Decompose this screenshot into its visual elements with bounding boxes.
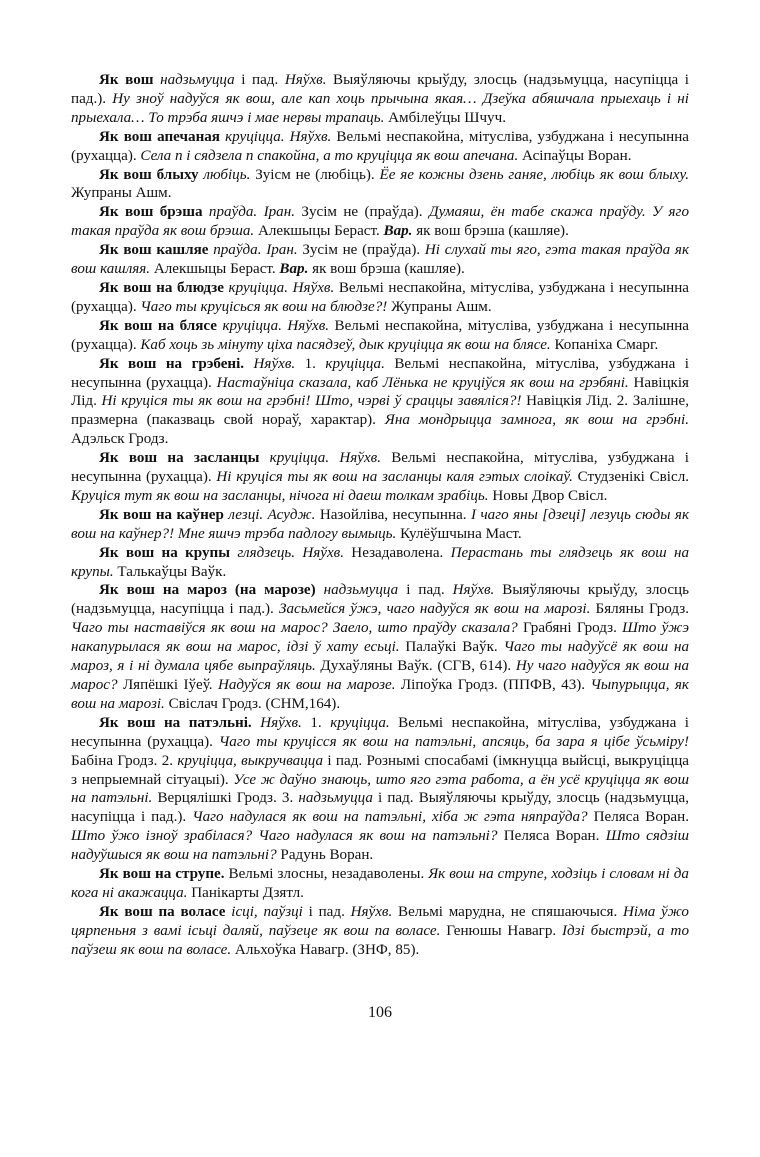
italic-text: Няўхв. — [253, 355, 296, 372]
entry-text: Альхоўка Навагр. (ЗНФ, 85). — [231, 941, 420, 958]
dictionary-entry — [71, 714, 689, 865]
italic-text: Няўхв. — [452, 582, 495, 599]
italic-text: надзьмуцца — [323, 582, 399, 599]
dictionary-entry — [71, 128, 689, 166]
entry-text: Грабяні Гродз. — [517, 620, 623, 637]
italic-text: круціцца. Няўхв. — [225, 128, 332, 145]
italic-text: лезці. Асудж. — [228, 506, 316, 523]
italic-text: Чаго ты круцісься як вош на блюдзе?! — [140, 298, 388, 315]
italic-text: Круціся тут як вош на засланцы, нічога ні даеш толкам зрабіць. — [71, 487, 489, 504]
italic-text: Ну чаго надуўся як вош на марос? — [71, 658, 689, 693]
entry-text: Алекшыцы Бераст. — [150, 261, 280, 278]
entry-text: Верцялішкі Гродз. 3. — [152, 790, 299, 807]
italic-text: Усе ж даўно знаюць, што яго гэта работа, а ён усё круціцца як вош на патэльні. — [71, 771, 689, 807]
entry-text: Палаўкі Ваўк. — [399, 639, 504, 656]
italic-text: Чаго надулася як вош на патэльні, хіба ж гэта няпраўда? — [192, 809, 588, 826]
headword: Як вош кашляе — [99, 242, 209, 259]
italic-text: Настаўніца сказала, каб Лёнька не круціўся як вош на грэбяні. — [216, 374, 629, 391]
italic-text: Перастань ты глядзець як вош на крупы. — [71, 544, 689, 580]
italic-text: круціцца. Няўхв. — [222, 317, 330, 334]
dictionary-entry — [71, 71, 689, 128]
headword: Як вош па воласе — [99, 903, 226, 920]
dictionary-entry — [71, 506, 689, 544]
entry-text: Студзенікі Свісл. — [572, 469, 690, 486]
entry-text: Бяляны Гродз. — [590, 601, 689, 618]
dictionary-entry — [71, 279, 689, 317]
entry-text — [316, 582, 324, 598]
dictionary-entry — [71, 581, 689, 713]
dictionary-entry — [71, 903, 689, 960]
italic-text: Ні слухай ты яго, гэта такая праўда як вош кашляя. — [71, 242, 690, 278]
italic-text: Як вош на струпе, ходзіць і словам ні да кога ні акажацца. — [71, 866, 689, 901]
entry-text: Панікарты Дзятл. — [187, 884, 304, 901]
italic-text: Ёе яе кожны дзень ганяе, любіць як вош блыху. — [379, 166, 689, 183]
entry-text: Вельмі неспакойна, мітусліва, узбуджана і несупынна (рухацца). — [71, 714, 689, 750]
italic-text: Каб хоць зь мінуту ціха пасядзеў, дык круціцца як вош на блясе. — [140, 336, 551, 353]
italic-text: праўда. Іран. — [208, 204, 295, 221]
dictionary-entry — [71, 544, 689, 582]
italic-text: Надуўся як вош на марозе. — [217, 677, 396, 693]
entry-text: Вельмі неспакойна, мітусліва, узбуджана і несупынна (рухацца). — [71, 450, 689, 486]
italic-text: Няўхв. — [284, 72, 327, 88]
italic-text: Думаяш, ён табе скажа праўду. У яго такая праўда як вош брэша. — [71, 204, 689, 240]
italic-text: круціцца. — [330, 714, 390, 731]
italic-text: Няўхв. — [350, 903, 393, 920]
entry-text: Вельмі неспакойна, мітусліва, узбуджана і несупынна (рухацца). — [71, 128, 689, 164]
italic-text: Села п і сядзела п спакойна, а то круціцца як вош апечана. — [140, 147, 519, 164]
headword: Як вош на патэльні. — [99, 714, 252, 731]
dictionary-entry — [71, 865, 689, 903]
dictionary-entry — [71, 355, 689, 450]
entry-text: Пеляса Воран. — [587, 809, 689, 826]
entry-text: Свіслач Гродз. (СНМ,164). — [164, 695, 341, 712]
italic-text: Што ўжо ізноў зрабілася? Чаго надулася як вош на патэльні? — [71, 828, 498, 845]
italic-text: круціцца. Няўхв. — [228, 279, 335, 296]
dictionary-entry — [71, 449, 689, 506]
headword: Як вош блыху — [99, 166, 199, 183]
italic-text: Няўхв. — [260, 714, 302, 731]
dictionary-page — [71, 71, 689, 960]
entry-text: і пад. — [234, 72, 285, 88]
entry-text: Пеляса Воран. — [497, 828, 606, 845]
dictionary-entry — [71, 203, 689, 241]
headword: Як вош на каўнер — [99, 506, 224, 523]
entry-text: і пад. Рознымі спосабамі (імкнуцца выйсці, выкруціцца з непрыемнай сітуацыі). — [71, 752, 689, 788]
italic-text: глядзець. Няўхв. — [237, 544, 344, 561]
italic-text: ісці, паўзці — [231, 903, 303, 920]
italic-text: Чаго ты наставіўся як вош на марос? Заело, што праўду сказала? — [71, 620, 518, 637]
entry-text: Вельмі марудна, не спяшаючыся. — [392, 903, 624, 920]
entry-text: Амбілеўцы Шчуч. — [384, 109, 506, 126]
headword: Як вош на крупы — [99, 544, 231, 561]
entry-text: Вельмі злосны, незадаволены. — [224, 866, 429, 883]
italic-text: Ні круціся ты як вош на засланцы каля гэтых слоікаў. — [216, 469, 573, 486]
italic-text: Чаго ты круцісся як вош на патэльні, апсяць, ба зара я цібе ўсьміру! — [218, 733, 690, 750]
entry-text: Назойліва, несупынна. — [315, 506, 471, 523]
italic-text: надзьмуцца — [298, 790, 373, 807]
italic-text: Чаго ты надуўсё як вош на мароз, я і ні думала цябе выпраўляць. — [71, 639, 689, 675]
dictionary-entry — [71, 166, 689, 204]
entry-text: Зусім не (праўда). — [294, 204, 429, 221]
dictionary-entry — [71, 241, 689, 279]
italic-text: Німа ўжо цярпеньня з вамі ісьці даляй, паўзеце як вош па воласе. — [71, 903, 689, 939]
entry-text: Выяўляючы крыўду, злосць (надзьмуцца, насупіцца і пад.). — [71, 72, 690, 107]
dictionary-entry — [71, 317, 689, 355]
entry-text: Зусім не (праўда). — [297, 242, 425, 259]
entry-text — [244, 356, 253, 372]
entry-text: Духаўляны Ваўк. (СГВ, 614). — [315, 658, 516, 675]
entry-text: Радунь Воран. — [276, 847, 374, 864]
entry-text: і пад. — [302, 903, 351, 920]
headword: Як вош на блясе — [99, 317, 217, 334]
italic-text: Чыпурыцца, як вош на марозі. — [71, 677, 689, 712]
entry-text: як вош брэша (кашляе). — [412, 223, 569, 240]
italic-text: круціцца. Няўхв. — [269, 450, 381, 467]
entry-text: Навіцкія Лід. 2. Залішне, празмерна (паказваць свой нораў, характар). — [71, 393, 689, 429]
entry-text: Адэльск Гродз. — [71, 431, 169, 448]
entry-text: Бабіна Гродз. 2. — [71, 752, 178, 769]
italic-text: Яна мондрыцца замнога, як вош на грэбні. — [384, 412, 689, 429]
entry-text: Навіцкія Лід. — [71, 374, 689, 410]
headword: Як вош на грэбені. — [99, 355, 245, 372]
entry-text: Новы Двор Свісл. — [488, 487, 608, 504]
entry-text: Асіпаўцы Воран. — [518, 147, 632, 164]
entry-text: і пад. — [398, 582, 453, 599]
headword: Як вош брэша — [99, 204, 203, 221]
headword: Як вош на засланцы — [99, 450, 260, 467]
italic-text: любіць. — [203, 166, 251, 183]
italic-text: круціцца, выкручвацца — [177, 752, 324, 769]
entry-text — [259, 450, 269, 466]
page-number: 106 — [368, 1004, 392, 1021]
italic-text: І чаго яны [дзеці] лезуць сюды як вош на каўнер?! Мне яшчэ трэба падлогу вымыць. — [71, 506, 689, 542]
entry-text: Вельмі неспакойна, мітусліва, узбуджана і несупынна (рухацца). — [71, 355, 689, 391]
italic-text: Што сядзіш надуўшыся як вош на патэльні? — [71, 828, 689, 864]
entry-text: Копаніха Смарг. — [550, 336, 659, 353]
entry-text: Выяўляючы крыўду, злосць (надзьмуцца, насупіцца і пад.). — [71, 582, 690, 618]
entry-text: Жупраны Ашм. — [71, 185, 172, 202]
entry-text: Ліпоўка Гродз. (ППФВ, 43). — [395, 677, 591, 693]
entry-text: Кулёўшчына Маст. — [396, 525, 522, 542]
italic-text: Засьмейся ўжэ, чаго надуўся як вош на марозі. — [278, 601, 591, 618]
entry-text: Генюшы Навагр. — [440, 922, 563, 939]
entry-text: Жупраны Ашм. — [387, 298, 492, 315]
headword: Як вош на струпе. — [99, 866, 225, 883]
italic-text: круціцца. — [325, 355, 385, 372]
italic-text: Ну зноў надуўся як вош, але кап хоць прычына якая… Дзеўка абяшчала прыехаць і ні прыехала… То трэба яшчэ і мае нервы трапаць. — [71, 90, 689, 126]
italic-text: праўда. Іран. — [213, 242, 298, 259]
entry-text: Незадаволена. — [344, 544, 451, 561]
entry-text: Вельмі неспакойна, мітусліва, узбуджана і несупынна (рухацца). — [71, 317, 689, 353]
italic-text: Ідзі быстрэй, а то паўзеш як вош па воласе. — [71, 922, 690, 958]
italic-text: Ні круціся ты як вош на грэбні! Што, чэрві ў сраццы завяліся?! — [101, 393, 522, 410]
entry-text: Вельмі неспакойна, мітусліва, узбуджана і несупынна (рухацца). — [71, 279, 689, 315]
entry-text: Ляпёшкі Іўеў. — [117, 677, 218, 693]
italic-text: Што ўжэ накапурылася як вош на марос, ідзі ў хату есьці. — [71, 620, 689, 656]
headword: Як вош на блюдзе — [99, 279, 224, 296]
variant-label: Вар. — [383, 223, 413, 240]
headword: Як вош — [99, 72, 154, 88]
entry-text: Талькаўцы Ваўк. — [113, 563, 227, 580]
entry-text: 1. — [301, 714, 331, 731]
variant-label: Вар. — [279, 261, 309, 278]
entry-text: і пад. Выяўляючы крыўду, злосць (надзьмуцца, насупіцца і пад.). — [71, 790, 690, 826]
entry-text — [252, 715, 261, 731]
headword: Як вош на мароз (на марозе) — [99, 582, 316, 599]
entry-text: Алекшыцы Бераст. — [254, 223, 384, 240]
italic-text: надзьмуцца — [160, 72, 235, 88]
entry-text: Зуісм не (любіць). — [250, 166, 380, 183]
headword: Як вош апечаная — [99, 128, 220, 145]
entry-text: як вош брэша (кашляе). — [308, 261, 465, 278]
entry-text: 1. — [295, 355, 326, 372]
